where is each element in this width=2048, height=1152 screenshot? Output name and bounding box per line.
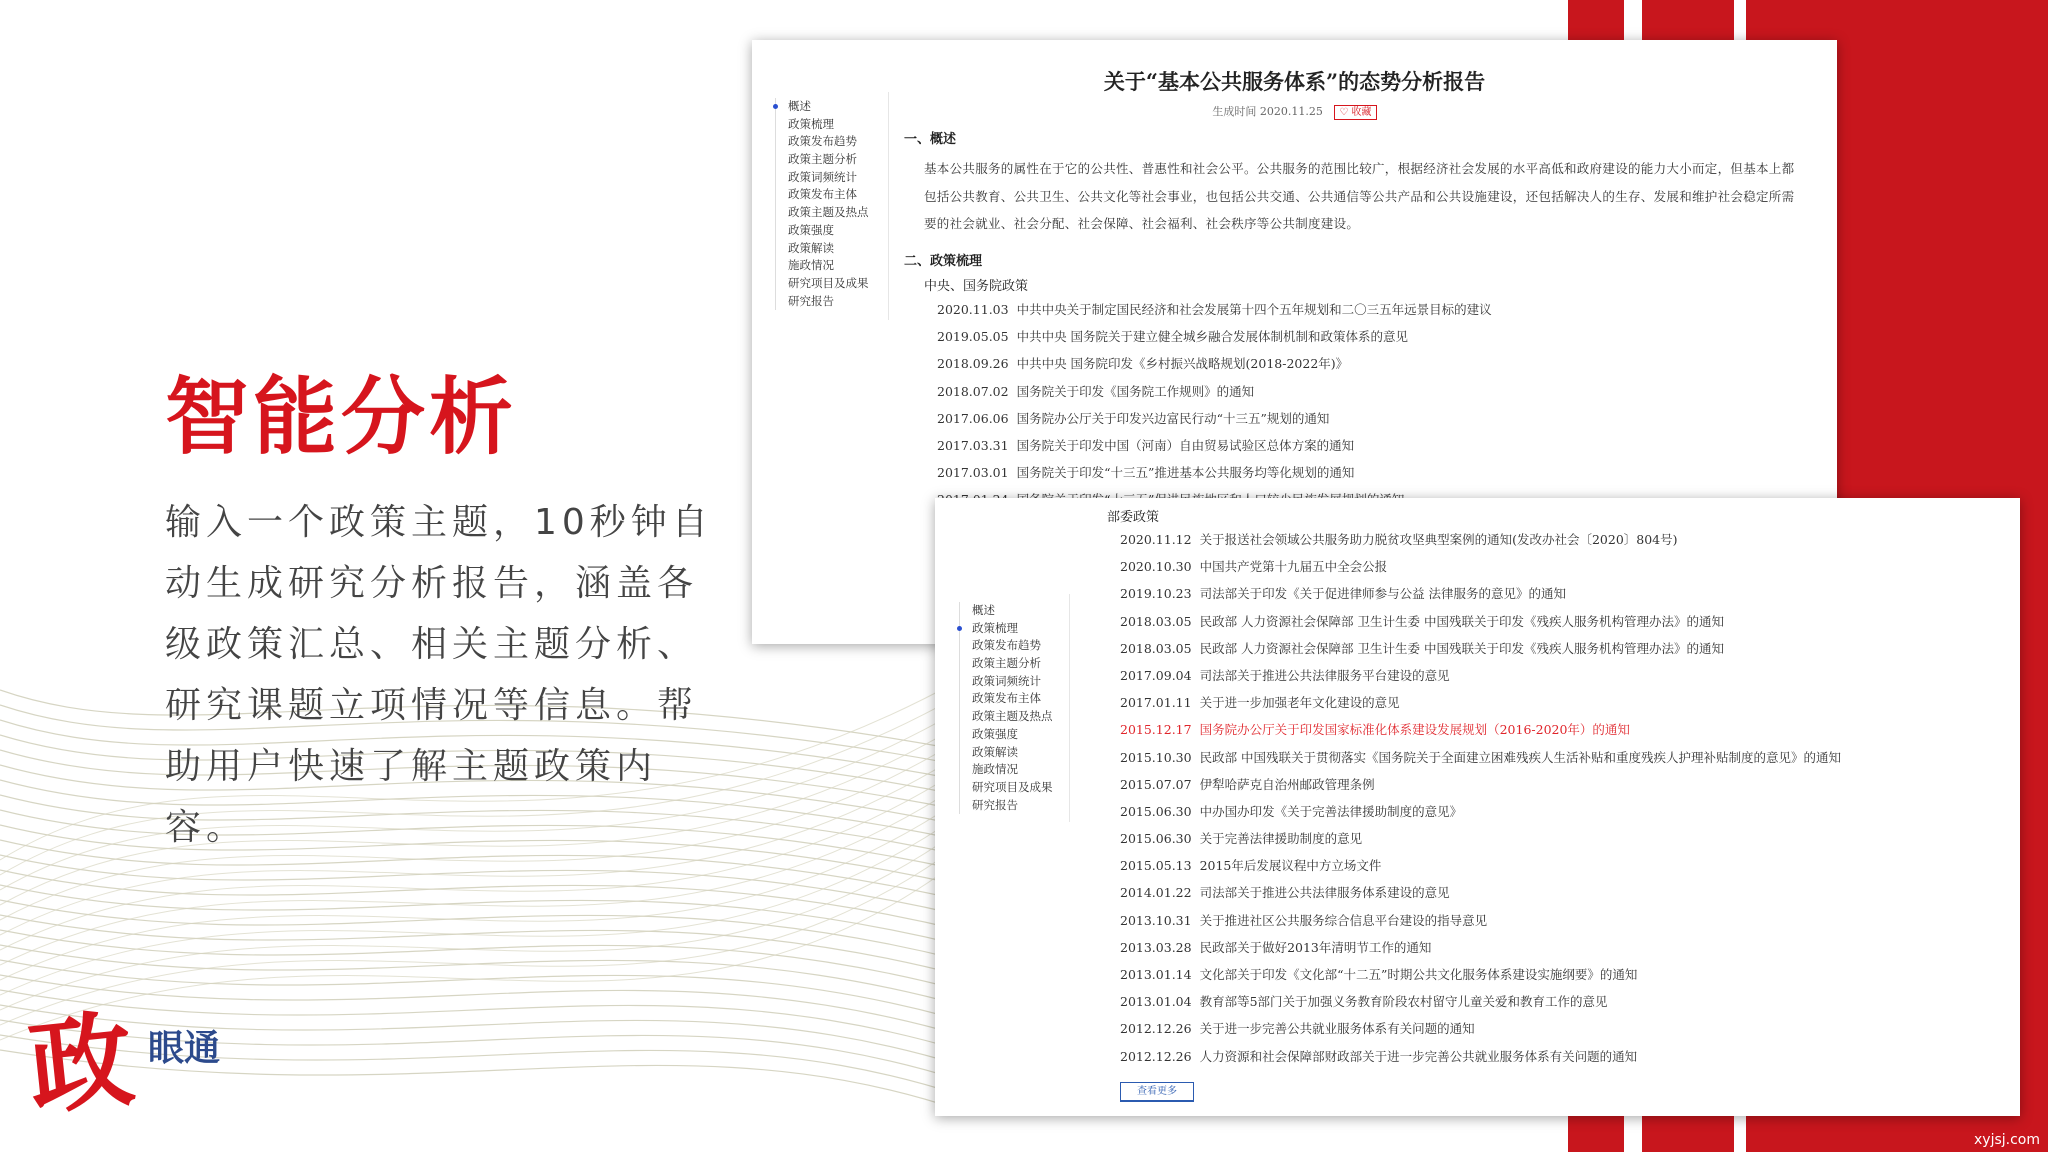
nav-separator (888, 92, 889, 320)
report-meta (752, 103, 1837, 120)
policy-item[interactable] (1120, 771, 1841, 798)
policy-title[interactable]: 关于完善法律援助制度的意见 (1199, 831, 1363, 847)
policy-title[interactable]: 中国共产党第十九届五中全会公报 (1199, 559, 1388, 575)
nav-item[interactable]: 政策强度 (788, 222, 834, 237)
policy-title[interactable]: 关于进一步完善公共就业服务体系有关问题的通知 (1199, 1021, 1475, 1037)
nav-item[interactable]: 政策发布主体 (972, 691, 1041, 706)
nav-item[interactable]: 政策主题分析 (788, 152, 857, 167)
policy-title[interactable]: 民政部关于做好2013年清明节工作的通知 (1199, 939, 1432, 955)
policy-title[interactable]: 民政部 人力资源社会保障部 卫生计生委 中国残联关于印发《残疾人服务机构管理办法》的通知 (1199, 613, 1725, 629)
policy-title[interactable]: 中共中央关于制定国民经济和社会发展第十四个五年规划和二〇三五年远景目标的建议 (1016, 302, 1492, 317)
policy-title[interactable]: 关于进一步加强老年文化建设的意见 (1199, 695, 1400, 711)
policy-date: 2017.06.06 (937, 410, 1009, 426)
overview-heading: 一、概述 (904, 132, 957, 147)
policy-item[interactable] (1120, 879, 1841, 906)
central-policy-list (937, 296, 1492, 514)
policy-date: 2015.06.30 (1120, 803, 1192, 819)
policy-title[interactable]: 民政部 人力资源社会保障部 卫生计生委 中国残联关于印发《残疾人服务机构管理办法》的通知 (1199, 640, 1725, 656)
policy-item[interactable] (1120, 553, 1841, 580)
policy-item[interactable] (1120, 934, 1841, 961)
policy-date: 2012.12.26 (1120, 1048, 1192, 1064)
policy-title[interactable]: 教育部等5部门关于加强义务教育阶段农村留守儿童关爱和教育工作的意见 (1199, 994, 1608, 1010)
nav-item[interactable]: 政策发布趋势 (972, 638, 1041, 653)
report-nav (775, 98, 869, 310)
policy-date: 2015.12.17 (1120, 722, 1192, 738)
nav-item[interactable]: 政策词频统计 (972, 673, 1041, 688)
policy-title[interactable]: 人力资源和社会保障部财政部关于进一步完善公共就业服务体系有关问题的通知 (1199, 1048, 1638, 1064)
policy-title[interactable]: 中共中央 国务院关于建立健全城乡融合发展体制机制和政策体系的意见 (1016, 329, 1409, 345)
policy-item[interactable] (1120, 825, 1841, 852)
policy-date: 2018.03.05 (1120, 640, 1192, 656)
watermark: xyjsj.com (1974, 1132, 2040, 1148)
policy-date: 2019.10.23 (1120, 586, 1192, 602)
policy-item[interactable] (1120, 716, 1841, 743)
policy-date: 2013.01.14 (1120, 967, 1192, 982)
ministry-policy-label: 部委政策 (1107, 510, 1160, 525)
policy-heading: 二、政策梳理 (904, 254, 983, 269)
policy-title[interactable]: 国务院关于印发中国（河南）自由贸易试验区总体方案的通知 (1016, 437, 1355, 453)
slide-title: 智能分析 (165, 368, 518, 466)
policy-date: 2017.01.11 (1120, 695, 1192, 711)
policy-date: 2018.03.05 (1120, 613, 1192, 629)
policy-item[interactable] (1120, 526, 1841, 553)
nav-item[interactable]: 施政情况 (788, 258, 834, 273)
policy-item[interactable] (937, 459, 1492, 486)
nav-item[interactable]: 政策主题分析 (972, 656, 1041, 671)
nav-item[interactable]: 概述 (788, 98, 869, 116)
policy-item[interactable] (937, 432, 1492, 459)
policy-item[interactable] (1120, 580, 1841, 607)
nav-item[interactable]: 政策发布主体 (788, 187, 857, 202)
nav-item[interactable]: 施政情况 (972, 762, 1018, 777)
nav-item[interactable]: 研究报告 (788, 293, 834, 308)
report-title: 关于“基本公共服务体系”的态势分析报告 (1103, 69, 1486, 94)
policy-date: 2015.06.30 (1120, 831, 1192, 847)
policy-title[interactable]: 司法部关于推进公共法律服务平台建设的意见 (1199, 667, 1450, 683)
nav-item[interactable]: 研究报告 (972, 797, 1018, 812)
report-nav (959, 602, 1053, 814)
policy-title[interactable]: 2015年后发展议程中方立场文件 (1199, 858, 1382, 874)
policy-date: 2014.01.22 (1120, 885, 1192, 901)
policy-title[interactable]: 国务院办公厅关于印发兴边富民行动“十三五”规划的通知 (1016, 410, 1330, 426)
policy-date: 2020.10.30 (1120, 559, 1192, 575)
policy-item[interactable] (1120, 988, 1841, 1015)
favorite-button[interactable]: ♡ 收藏 (1334, 105, 1376, 120)
overview-text: 基本公共服务的属性在于它的公共性、普惠性和社会公平。公共服务的范围比较广，根据经济社会发展的水平高低和政府建设的能力大小而定，但基本上都包括公共教育、公共卫生、公共文化等社会事业，也包括公共交通、公共通信等公共产品和公共设施建设，还包括解决人的生存、发展和维护社会稳定所需要的社会就业、社会分配、社会保障、社会福利、社会秩序等公共制度建设。 (924, 161, 1795, 231)
policy-date: 2015.10.30 (1120, 749, 1192, 765)
nav-item[interactable]: 研究项目及成果 (788, 275, 869, 290)
policy-date: 2017.03.01 (937, 465, 1009, 481)
nav-item[interactable]: 政策解读 (972, 744, 1018, 759)
policy-date: 2013.03.28 (1120, 939, 1192, 955)
nav-separator (1069, 594, 1070, 822)
policy-item[interactable] (937, 296, 1492, 323)
policy-date: 2018.09.26 (937, 356, 1009, 372)
nav-item[interactable]: 概述 (972, 603, 995, 617)
policy-title[interactable]: 关于报送社会领域公共服务助力脱贫攻坚典型案例的通知(发改办社会〔2020〕804号) (1199, 532, 1678, 547)
policy-date: 2013.01.04 (1120, 994, 1192, 1010)
policy-date: 2015.07.07 (1120, 776, 1192, 792)
policy-item[interactable] (1120, 798, 1841, 825)
policy-date: 2018.07.02 (937, 383, 1009, 399)
policy-title[interactable]: 伊犁哈萨克自治州邮政管理条例 (1199, 776, 1375, 792)
policy-item[interactable] (1120, 1015, 1841, 1042)
nav-item[interactable]: 研究项目及成果 (972, 779, 1053, 794)
policy-date: 2020.11.03 (937, 302, 1009, 317)
nav-item[interactable]: 政策梳理 (788, 116, 834, 131)
policy-date: 2012.12.26 (1120, 1021, 1192, 1037)
policy-item[interactable] (1120, 907, 1841, 934)
policy-item[interactable] (1120, 744, 1841, 771)
policy-title[interactable]: 国务院关于印发《国务院工作规则》的通知 (1016, 383, 1255, 399)
policy-title[interactable]: 民政部 中国残联关于贯彻落实《国务院关于全面建立困难残疾人生活补贴和重度残疾人护理补贴制度的意见》的通知 (1199, 749, 1842, 765)
nav-item[interactable]: 政策词频统计 (788, 169, 857, 184)
policy-title[interactable]: 国务院关于印发“十三五”推进基本公共服务均等化规划的通知 (1016, 465, 1355, 481)
policy-date: 2017.03.31 (937, 437, 1009, 453)
policy-item[interactable] (1120, 1043, 1841, 1070)
report-screenshot-bottom (935, 498, 2020, 1116)
policy-date: 2017.09.04 (1120, 667, 1192, 683)
nav-item[interactable]: 政策强度 (972, 726, 1018, 741)
policy-item[interactable] (1120, 635, 1841, 662)
generated-time: 生成时间 2020.11.25 (1212, 105, 1323, 118)
zhengyantong-logo (20, 980, 250, 1131)
policy-title[interactable]: 司法部关于推进公共法律服务体系建设的意见 (1199, 885, 1450, 901)
policy-title[interactable]: 文化部关于印发《文化部“十二五”时期公共文化服务体系建设实施纲要》的通知 (1199, 967, 1638, 982)
ministry-policy-list (1120, 526, 1841, 1070)
nav-item[interactable]: 政策主题及热点 (788, 205, 869, 220)
policy-date: 2015.05.13 (1120, 858, 1192, 874)
central-policy-label: 中央、国务院政策 (924, 279, 1029, 294)
logo-sub-text: 眼通 (148, 1027, 221, 1069)
policy-item[interactable] (937, 378, 1492, 405)
nav-item[interactable]: 政策梳理 (972, 620, 1053, 638)
policy-item[interactable] (1120, 852, 1841, 879)
policy-item[interactable] (1120, 662, 1841, 689)
policy-item[interactable] (937, 350, 1492, 377)
policy-item[interactable] (1120, 689, 1841, 716)
nav-item[interactable]: 政策发布趋势 (788, 134, 857, 149)
logo-main-char: 政 (22, 996, 140, 1131)
policy-date: 2020.11.12 (1120, 532, 1192, 547)
slide-description: 输入一个政策主题，10秒钟自动生成研究分析报告，涵盖各级政策汇总、相关主题分析、研究课题立项情况等信息。帮助用户快速了解主题政策内容。 (165, 502, 713, 848)
policy-item[interactable] (937, 405, 1492, 432)
policy-date: 2019.05.05 (937, 329, 1009, 345)
policy-title[interactable]: 中共中央 国务院印发《乡村振兴战略规划(2018-2022年)》 (1016, 356, 1349, 372)
nav-item[interactable]: 政策主题及热点 (972, 709, 1053, 724)
policy-item[interactable] (1120, 608, 1841, 635)
nav-item[interactable]: 政策解读 (788, 240, 834, 255)
view-more-button[interactable]: 查看更多 (1120, 1082, 1194, 1102)
policy-title[interactable]: 关于推进社区公共服务综合信息平台建设的指导意见 (1199, 912, 1488, 928)
policy-date: 2013.10.31 (1120, 912, 1192, 928)
policy-item[interactable] (937, 323, 1492, 350)
policy-title[interactable]: 司法部关于印发《关于促进律师参与公益 法律服务的意见》的通知 (1199, 586, 1567, 602)
policy-item[interactable] (1120, 961, 1841, 988)
policy-title[interactable]: 国务院办公厅关于印发国家标准化体系建设发展规划（2016-2020年）的通知 (1199, 722, 1630, 738)
policy-title[interactable]: 中办国办印发《关于完善法律援助制度的意见》 (1199, 803, 1463, 819)
